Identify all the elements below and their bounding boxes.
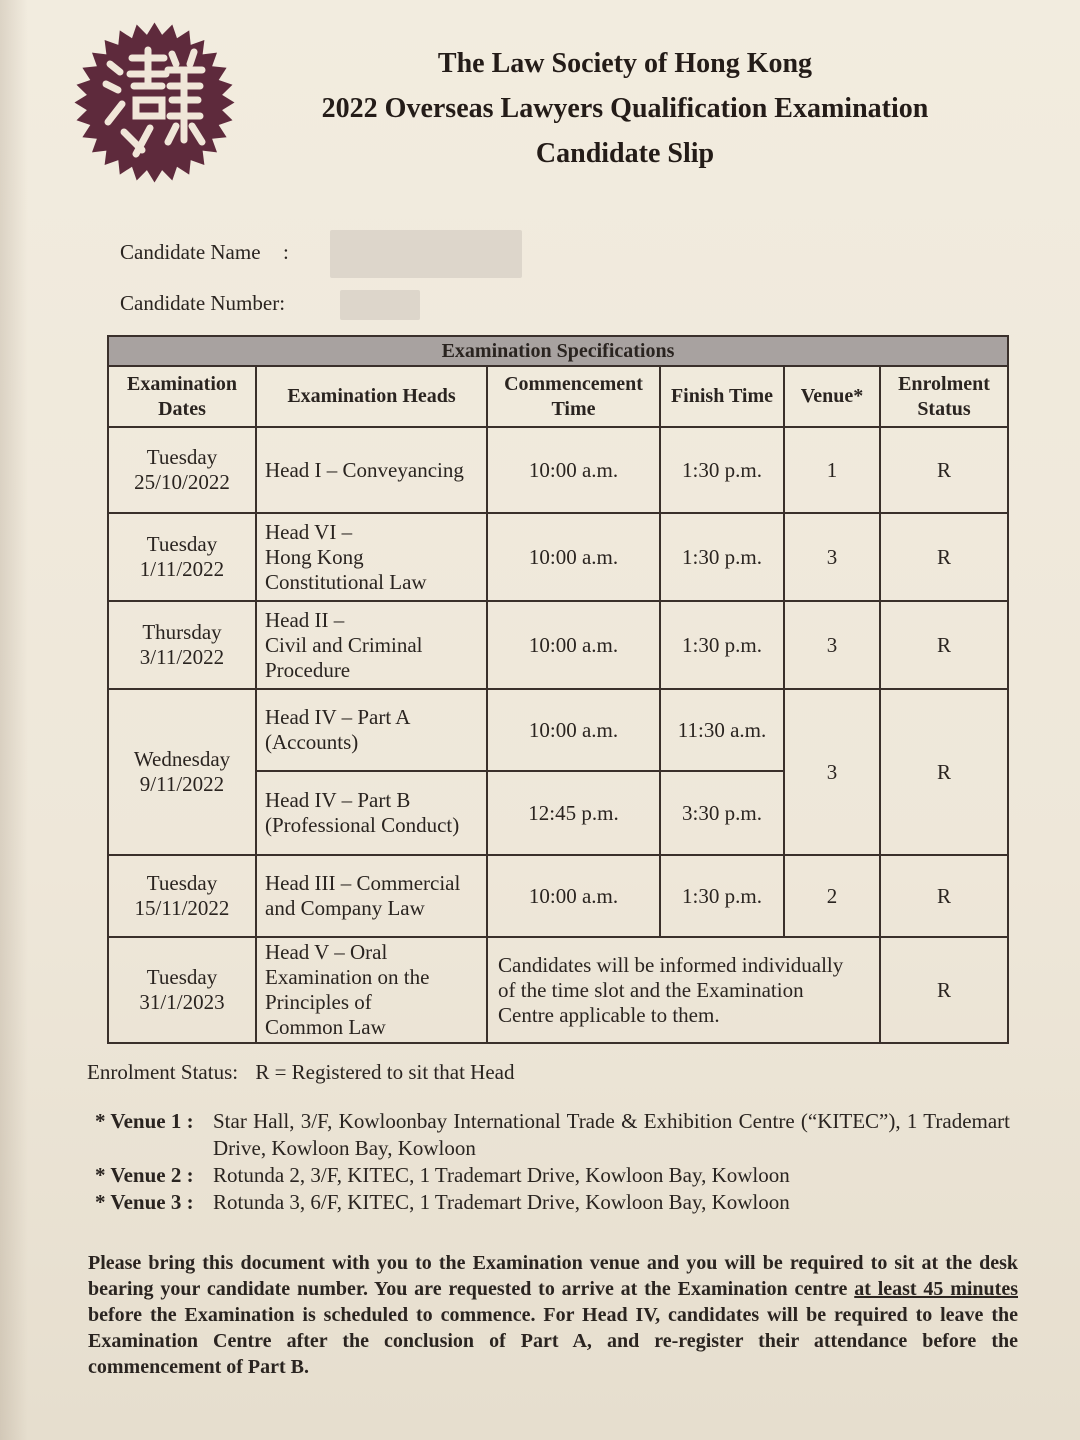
commencement-time: 12:45 p.m. (487, 771, 660, 855)
enrolment-status: R (880, 855, 1008, 937)
enrolment-status: R (880, 427, 1008, 513)
attendance-notice (88, 1250, 1018, 1380)
column-header-commencement: Commencement Time (487, 366, 660, 427)
exam-day: Tuesday (146, 965, 218, 989)
examination-specifications-table (107, 335, 1009, 1044)
enrolment-status: R (880, 513, 1008, 601)
candidate-name-colon: : (283, 240, 289, 264)
venue-number: 3 (784, 601, 880, 689)
exam-head-line: Constitutional Law (265, 569, 427, 594)
exam-head-cell (256, 855, 487, 937)
enrolment-status: R (880, 601, 1008, 689)
table-row (108, 601, 1008, 689)
venue-item (95, 1162, 1010, 1189)
column-header-heads: Examination Heads (256, 366, 487, 427)
exam-date: 25/10/2022 (134, 470, 230, 494)
venue-number: 2 (784, 855, 880, 937)
column-header-status: Enrolment Status (880, 366, 1008, 427)
exam-day: Tuesday (146, 532, 218, 556)
note-line: Centre applicable to them. (498, 1002, 720, 1027)
document-title: Candidate Slip (535, 138, 715, 169)
venue-list (95, 1108, 1010, 1216)
table-row (108, 855, 1008, 937)
exam-head-line: Head IV – Part A (265, 705, 411, 729)
exam-day: Wednesday (133, 747, 231, 771)
column-header-dates: Examination Dates (108, 366, 256, 427)
venue-address: Rotunda 3, 6/F, KITEC, 1 Trademart Drive, Kowloon Bay, Kowloon (213, 1190, 790, 1214)
legend-label: Enrolment Status: (87, 1060, 239, 1084)
exam-head-cell (256, 427, 487, 513)
exam-head-line: (Accounts) (265, 730, 359, 754)
exam-head-line: Head II – (265, 607, 345, 632)
venue-address: Rotunda 2, 3/F, KITEC, 1 Trademart Drive, Kowloon Bay, Kowloon (213, 1163, 790, 1187)
exam-head-cell (256, 937, 487, 1043)
exam-date-cell (108, 427, 256, 513)
organization-title: The Law Society of Hong Kong (437, 48, 813, 79)
notice-text-1: Please bring this document with you to the Examination venue and you will be required to sit at the desk bearing your candidate number. You are requested to arrive at the Examination centre (88, 1252, 1018, 1300)
law-society-seal-logo (72, 20, 237, 185)
commencement-time: 10:00 a.m. (487, 601, 660, 689)
finish-time: 1:30 p.m. (660, 427, 784, 513)
commencement-time: 10:00 a.m. (487, 855, 660, 937)
exam-head-line: Head VI – (265, 519, 353, 544)
exam-head-line: and Company Law (265, 896, 425, 920)
exam-head-line: Civil and Criminal (265, 632, 423, 657)
exam-date-cell (108, 601, 256, 689)
table-row (108, 937, 1008, 1043)
enrolment-status: R (880, 689, 1008, 855)
exam-head-cell (256, 689, 487, 771)
exam-date: 31/1/2023 (139, 990, 225, 1014)
enrolment-status-legend (87, 1060, 514, 1085)
note-line: Candidates will be informed individually (498, 952, 844, 977)
note-line: of the time slot and the Examination (498, 977, 804, 1002)
table-caption: Examination Specifications (108, 336, 1008, 366)
exam-date-cell (108, 513, 256, 601)
page-edge-shadow (0, 0, 28, 1440)
finish-time: 1:30 p.m. (660, 855, 784, 937)
table-row (108, 427, 1008, 513)
finish-time: 3:30 p.m. (660, 771, 784, 855)
enrolment-status: R (880, 937, 1008, 1043)
exam-head-cell (256, 601, 487, 689)
exam-date: 9/11/2022 (139, 772, 225, 796)
venue-label: * Venue 1 : (95, 1109, 194, 1133)
venue-label: * Venue 3 : (95, 1190, 194, 1214)
oral-exam-note (487, 937, 880, 1043)
commencement-time: 10:00 a.m. (487, 427, 660, 513)
exam-head-line: Hong Kong (265, 544, 364, 569)
exam-date: 1/11/2022 (139, 557, 225, 581)
finish-time: 1:30 p.m. (660, 601, 784, 689)
exam-title: 2022 Overseas Lawyers Qualification Examination (321, 93, 929, 124)
exam-date-cell (108, 937, 256, 1043)
exam-head-line: Principles of (265, 990, 372, 1014)
finish-time: 1:30 p.m. (660, 513, 784, 601)
venue-number: 3 (784, 689, 880, 855)
candidate-number-label: Candidate Number: (120, 291, 286, 315)
exam-head-cell (256, 771, 487, 855)
exam-head-line: (Professional Conduct) (265, 813, 460, 837)
column-header-finish: Finish Time (660, 366, 784, 427)
exam-day: Tuesday (146, 871, 218, 895)
exam-date-cell (108, 689, 256, 855)
venue-item (95, 1189, 1010, 1216)
exam-day: Tuesday (146, 445, 218, 469)
exam-head-cell (256, 513, 487, 601)
notice-text-2: before the Examination is scheduled to commence. For Head IV, candidates will be required to leave the Examination Centre after the conclusion of Part A, and re-register their attendance before the commencement of Part B. (88, 1304, 1018, 1378)
exam-head-line: Head III – Commercial (265, 871, 461, 895)
table-header-row (108, 366, 1008, 427)
exam-head-line: Procedure (265, 657, 351, 682)
notice-underlined-text: at least 45 minutes (854, 1278, 1018, 1300)
exam-date-cell (108, 855, 256, 937)
candidate-number-redacted (340, 290, 420, 320)
venue-label: * Venue 2 : (95, 1163, 194, 1187)
exam-head-line: Common Law (265, 1015, 386, 1039)
exam-head-line: Head V – Oral (265, 940, 388, 964)
table-row (108, 513, 1008, 601)
exam-date: 15/11/2022 (134, 896, 230, 920)
finish-time: 11:30 a.m. (660, 689, 784, 771)
commencement-time: 10:00 a.m. (487, 689, 660, 771)
candidate-name-redacted (330, 230, 522, 278)
venue-address: Star Hall, 3/F, Kowloonbay International Trade & Exhibition Centre (“KITEC”), 1 Trademart Drive, Kowloon Bay, Kowloon (213, 1109, 1010, 1160)
exam-head-line: Head I – Conveyancing (265, 457, 464, 482)
legend-text: R = Registered to sit that Head (255, 1060, 515, 1084)
venue-item (95, 1108, 1010, 1162)
exam-day: Thursday (142, 620, 222, 644)
column-header-venue: Venue* (784, 366, 880, 427)
candidate-name-label: Candidate Name (120, 240, 261, 264)
exam-head-line: Examination on the (265, 965, 430, 989)
exam-head-line: Head IV – Part B (265, 788, 411, 812)
commencement-time: 10:00 a.m. (487, 513, 660, 601)
table-row (108, 689, 1008, 771)
venue-number: 3 (784, 513, 880, 601)
exam-date: 3/11/2022 (139, 645, 225, 669)
venue-number: 1 (784, 427, 880, 513)
